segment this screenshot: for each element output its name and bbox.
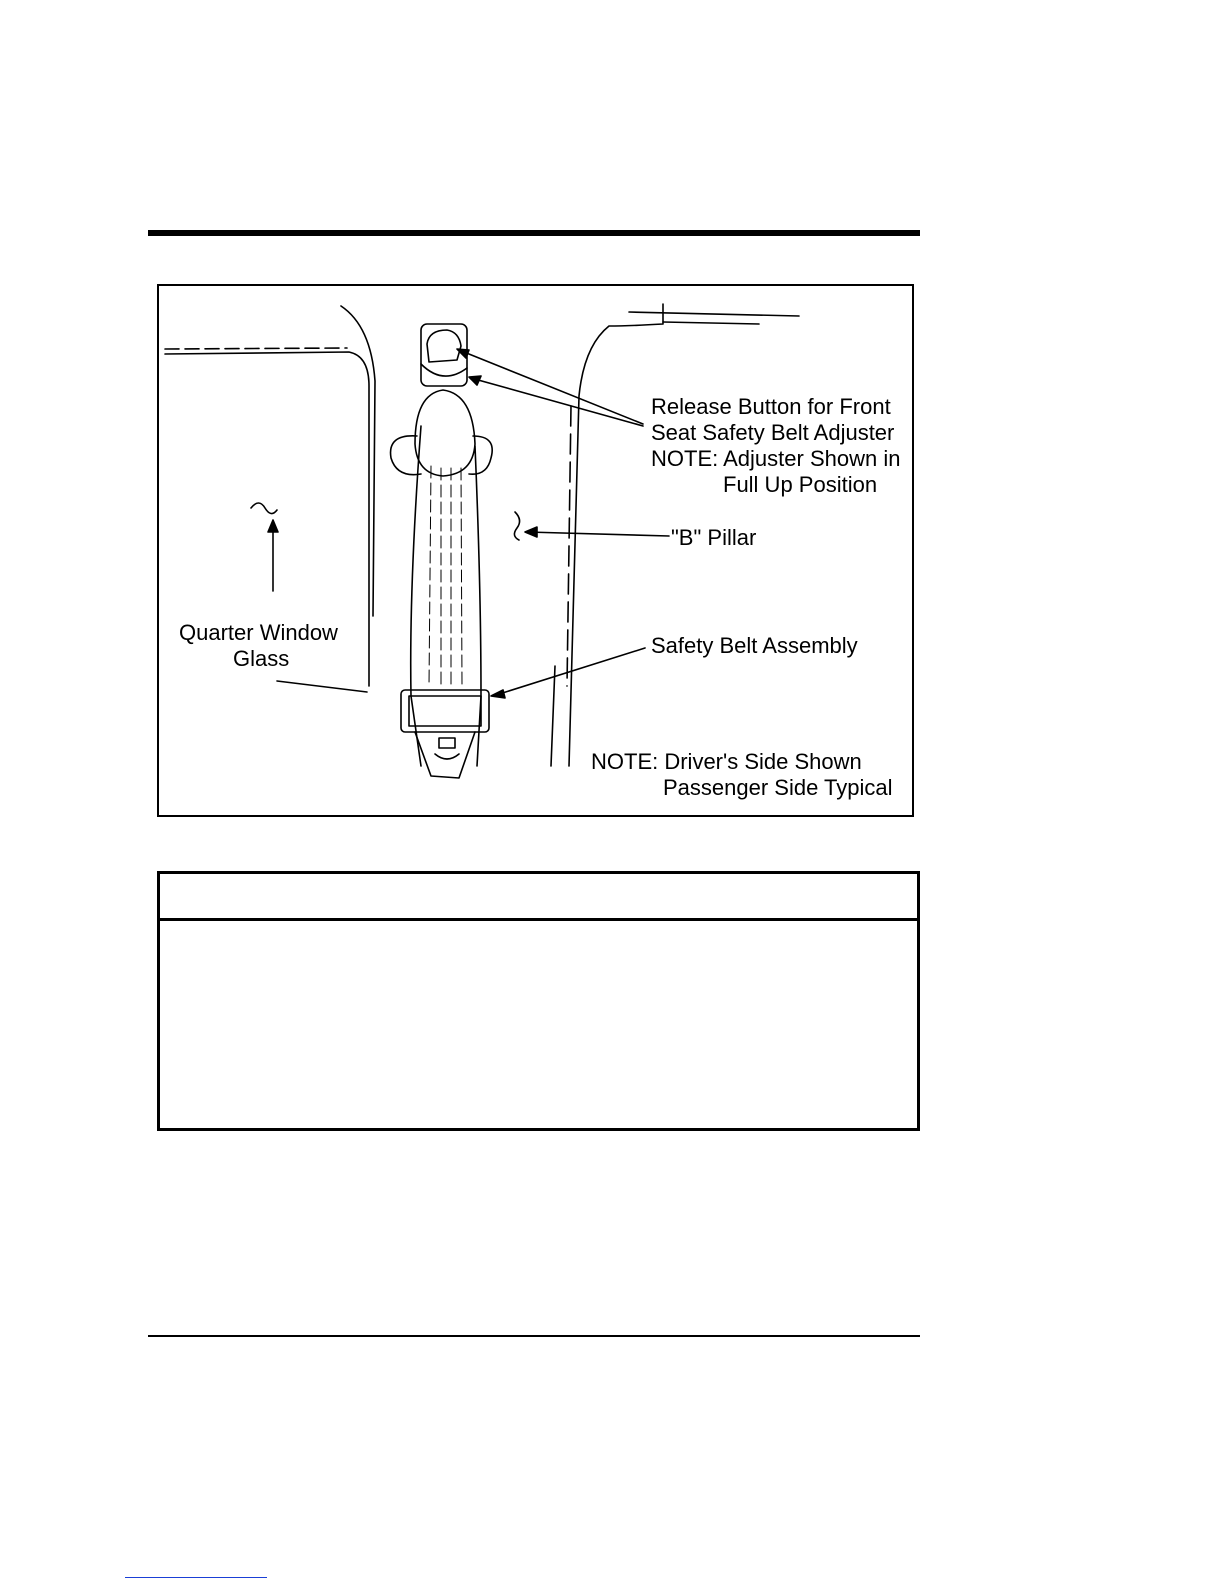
d-ring-cover [415,390,475,476]
glass-leader-line [277,681,367,692]
quarter-window-label-1: Quarter Window [179,620,338,645]
note-side-label-1: NOTE: Driver's Side Shown [591,749,862,774]
belt-webbing [411,426,481,766]
quarter-window-label-2: Glass [233,646,290,671]
adjuster-button [427,330,461,362]
illustration-drawing [159,286,914,817]
safety-belt-label: Safety Belt Assembly [651,633,858,658]
pillar-arrow [527,532,669,536]
adjuster-arrow-1 [459,350,643,424]
top-rule [148,230,920,236]
release-button-label-1: Release Button for Front [651,394,891,419]
release-button-label-3: NOTE: Adjuster Shown in [651,446,901,471]
adjuster-arrow-2 [471,378,643,426]
warning-box [157,871,920,1131]
glass-squiggle [251,503,277,514]
seat-belt-illustration [157,284,914,817]
bottom-rule [148,1335,920,1337]
footer-link-underline[interactable] [125,1577,267,1578]
belt-arrow [493,648,645,696]
b-pillar-label: "B" Pillar [671,525,757,550]
release-button-label-2: Seat Safety Belt Adjuster [651,420,895,445]
note-side-label-2: Passenger Side Typical [663,775,893,800]
warning-box-header [160,874,917,921]
release-button-label-4: Full Up Position [723,472,878,497]
pillar-squiggle [514,512,519,540]
